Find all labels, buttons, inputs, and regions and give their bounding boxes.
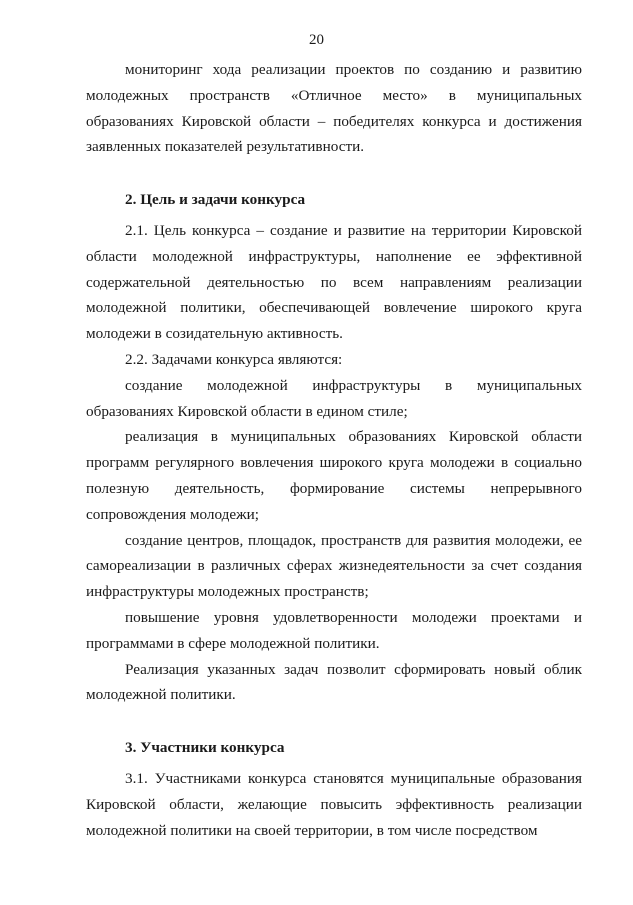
section-2-heading: 2. Цель и задачи конкурса xyxy=(125,191,306,209)
page-number: 20 xyxy=(309,32,324,48)
section-2-paragraph-7: Реализация указанных задач позволит сформировать новый облик молодежной политики. xyxy=(86,660,582,704)
section-2-paragraph-1: 2.1. Цель конкурса – создание и развитие на территории Кировской области молодежной инфраструктуры, наполнение ее эффективной содержательной деятельностью по всем направлениям реализации молодежной политики, обеспечивающей вовлечение широкого круга молодежи в созидательную активность. xyxy=(86,221,582,343)
document-body xyxy=(86,57,582,843)
section-3-paragraph-1: 3.1. Участниками конкурса становятся муниципальные образования Кировской области, желающие повысить эффективность реализации молодежной политики на своей территории, в том числе посредством xyxy=(86,769,582,839)
section-3-heading: 3. Участники конкурса xyxy=(125,739,285,757)
section-2-paragraph-2: 2.2. Задачами конкурса являются: xyxy=(125,350,343,368)
section-2-paragraph-3: создание молодежной инфраструктуры в муниципальных образованиях Кировской области в едином стиле; xyxy=(86,376,582,420)
section-2-paragraph-5: создание центров, площадок, пространств для развития молодежи, ее самореализации в различных сферах жизнедеятельности за счет создания инфраструктуры молодежных пространств; xyxy=(86,531,582,601)
section-2-paragraph-4: реализация в муниципальных образованиях Кировской области программ регулярного вовлечения широкого круга молодежи в социально полезную деятельность, формирование системы непрерывного сопровождения молодежи; xyxy=(86,428,582,523)
section-2-paragraph-6: повышение уровня удовлетворенности молодежи проектами и программами в сфере молодежной политики. xyxy=(86,608,582,652)
intro-paragraph: мониторинг хода реализации проектов по созданию и развитию молодежных пространств «Отличное место» в муниципальных образованиях Кировской области – победителях конкурса и достижения заявленных показателей результативности. xyxy=(86,61,582,156)
